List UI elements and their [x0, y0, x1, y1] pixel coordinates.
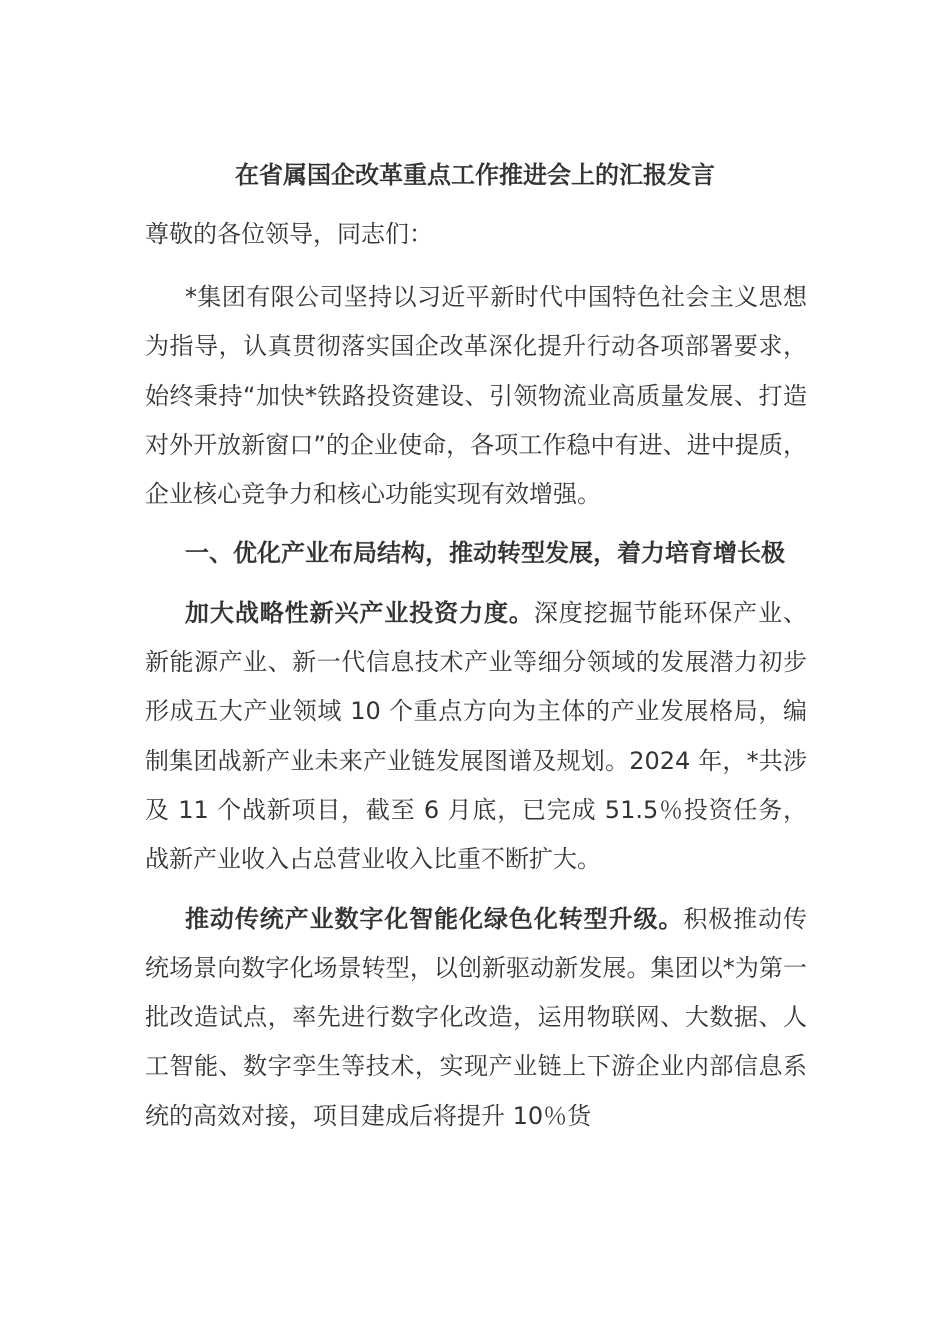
paragraph-text: 积极推动传统场景向数字化场景转型，以创新驱动新发展。集团以*为第一批改造试点，率先进行数字化改造，运用物联网、大数据、人工智能、数字孪生等技术，实现产业链上下游企业内部信息系统的高效对接，项目建成后将提升 10％货: [145, 904, 808, 1130]
paragraph-traditional-upgrade: [145, 895, 807, 1141]
paragraph-lead: 加大战略性新兴产业投资力度。: [185, 598, 534, 627]
salutation: 尊敬的各位领导，同志们：: [145, 220, 433, 248]
document-body: [145, 273, 807, 1151]
paragraph-lead: 推动传统产业数字化智能化绿色化转型升级。: [185, 904, 684, 933]
document-title: 在省属国企改革重点工作推进会上的汇报发言: [235, 161, 715, 189]
paragraph-text: 深度挖掘节能环保产业、新能源产业、新一代信息技术产业等细分领域的发展潜力初步形成五大产业领域 10 个重点方向为主体的产业发展格局，编制集团战新产业未来产业链发展图谱及规划。2024 年，*共涉及 11 个战新项目，截至 6 月底，已完成 51.5％投资任务，战新产业收入占总营业收入比重不断扩大。: [145, 598, 808, 874]
paragraph-strategic-industries: [145, 589, 807, 885]
section-heading-1: 一、优化产业布局结构，推动转型发展，着力培育增长极: [185, 539, 785, 568]
intro-paragraph: *集团有限公司坚持以习近平新时代中国特色社会主义思想为指导，认真贯彻落实国企改革深化提升行动各项部署要求，始终秉持“加快*铁路投资建设、引领物流业高质量发展、打造对外开放新窗口”的企业使命，各项工作稳中有进、进中提质，企业核心竞争力和核心功能实现有效增强。: [145, 283, 807, 509]
